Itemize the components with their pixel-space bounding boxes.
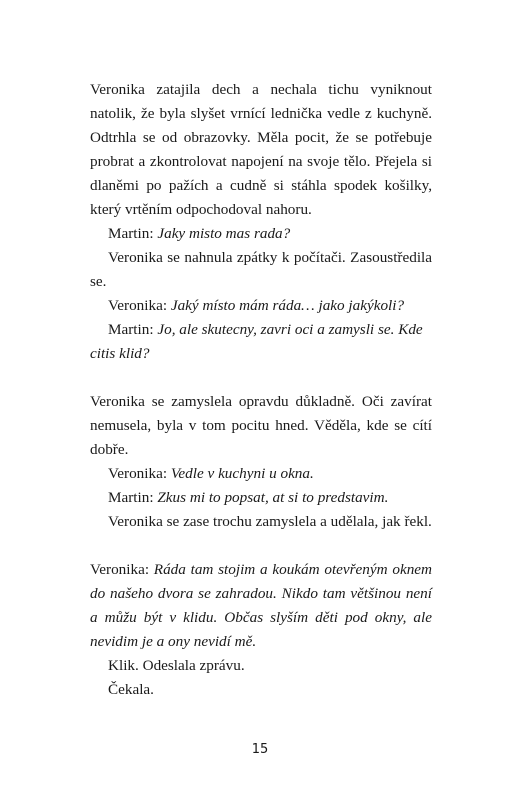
message-text: Jaky misto mas rada?: [157, 225, 291, 242]
paragraph: [90, 318, 432, 366]
narrative-text: Veronika:: [90, 561, 154, 578]
narrative-text: Veronika se zamyslela opravdu důkladně. Oči zavírat nemusela, byla v tom pocitu hned. Věděla, kde se cítí dobře.: [90, 393, 432, 458]
page-number: 15: [251, 742, 269, 757]
paragraph: [90, 486, 432, 510]
paragraph: [90, 294, 432, 318]
paragraph: [90, 390, 432, 462]
narrative-text: Veronika se nahnula zpátky k počítači. Zasoustředila se.: [90, 249, 432, 290]
narrative-text: Martin:: [108, 489, 158, 506]
narrative-text: Veronika:: [108, 465, 171, 482]
message-text: Vedle v kuchyni u okna.: [170, 465, 314, 482]
paragraph: [90, 222, 432, 246]
message-text: Jo, ale skutecny, zavri oci a zamysli se. Kde citis klid?: [90, 321, 423, 362]
narrative-text: Čekala.: [108, 681, 154, 698]
message-text: Ráda tam stojim a koukám otevřeným oknem do našeho dvora se zahradou. Nikdo tam většinou není a můžu být v klidu. Občas slyším děti pod okny, ale nevidim je a ony nevidí mě.: [90, 561, 432, 650]
paragraph: [90, 246, 432, 294]
narrative-text: Veronika se zase trochu zamyslela a udělala, jak řekl.: [108, 513, 432, 530]
narrative-text: Klik. Odeslala zprávu.: [108, 657, 245, 674]
paragraph: [90, 462, 432, 486]
message-text: Jaký místo mám ráda… jako jakýkoli?: [170, 297, 405, 314]
narrative-text: Veronika zatajila dech a nechala tichu vyniknout natolik, že byla slyšet vrnící lednička vedle z kuchyně. Odtrhla se od obrazovky. Měla pocit, že se potřebuje probrat a zkontrolovat napojení na svoje tělo. Přejela si dlaněmi po pažích a cudně si stáhla spodek košilky, který vrtěním odpochodoval nahoru.: [90, 81, 432, 218]
paragraph: [90, 78, 432, 222]
paragraph: [90, 654, 432, 678]
narrative-text: Martin:: [108, 225, 158, 242]
narrative-text: Veronika:: [108, 297, 171, 314]
narrative-text: Martin:: [108, 321, 158, 338]
paragraph: [90, 558, 432, 654]
paragraph: [90, 678, 432, 702]
body-text: [90, 78, 432, 702]
message-text: Zkus mi to popsat, at si to predstavim.: [157, 489, 389, 506]
paragraph: [90, 510, 432, 534]
